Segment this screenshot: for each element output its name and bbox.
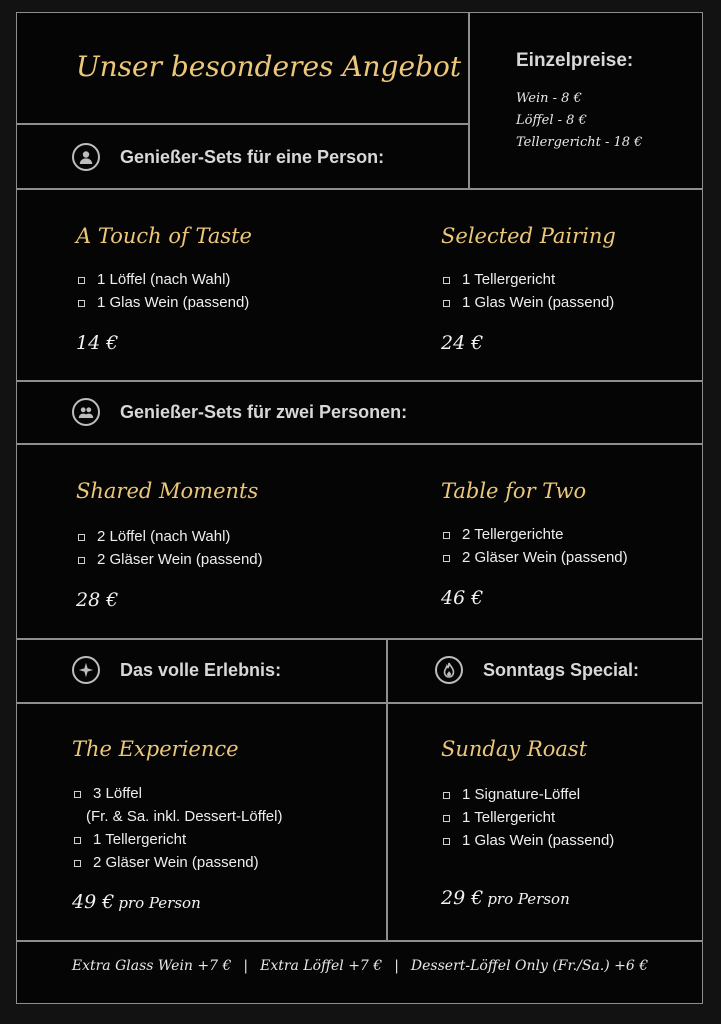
single-prices-heading: Einzelpreise: <box>516 50 634 71</box>
set-items <box>441 268 614 314</box>
set-price <box>441 587 483 609</box>
set-name: Selected Pairing <box>441 224 616 248</box>
section-header-one-person <box>72 143 384 171</box>
page-title: Unser besonderes Angebot <box>76 50 462 83</box>
divider <box>16 123 469 125</box>
set-name: Sunday Roast <box>441 737 588 761</box>
set-name: Shared Moments <box>76 479 259 503</box>
price-suffix: pro Person <box>487 890 570 908</box>
single-price-item: Wein - 8 € <box>516 91 582 106</box>
extra-item: Extra Löffel +7 € <box>260 958 383 974</box>
extra-item: Extra Glass Wein +7 € <box>71 958 232 974</box>
section-title: Das volle Erlebnis: <box>120 659 282 680</box>
section-header-full <box>72 656 281 684</box>
list-item: 1 Tellergericht <box>441 268 614 291</box>
separator: | <box>243 958 249 974</box>
price-value: 28 € <box>76 589 119 611</box>
divider <box>16 380 703 382</box>
set-name: Table for Two <box>441 479 587 503</box>
price-value: 46 € <box>441 587 484 609</box>
two-persons-icon <box>72 398 100 426</box>
set-price <box>441 332 483 354</box>
single-price-item: Tellergericht - 18 € <box>516 135 643 150</box>
list-item: 1 Glas Wein (passend) <box>441 291 614 314</box>
single-prices-list <box>516 88 642 154</box>
divider <box>16 443 703 445</box>
divider <box>468 12 470 189</box>
divider <box>16 940 703 942</box>
list-item: 2 Tellergerichte <box>441 523 628 546</box>
set-price <box>72 891 201 913</box>
divider <box>16 638 703 640</box>
set-name: A Touch of Taste <box>76 224 252 248</box>
flame-icon <box>435 656 463 684</box>
compass-star-icon <box>72 656 100 684</box>
list-item-continuation: (Fr. & Sa. inkl. Dessert-Löffel) <box>86 808 283 825</box>
set-price <box>441 887 570 909</box>
divider <box>386 638 388 941</box>
set-name: The Experience <box>72 737 239 761</box>
section-header-two-persons <box>72 398 407 426</box>
extras-footer <box>18 958 702 974</box>
separator: | <box>394 958 399 974</box>
list-item: 1 Glas Wein (passend) <box>76 291 249 314</box>
list-item: 1 Glas Wein (passend) <box>441 829 614 852</box>
set-items <box>72 782 282 874</box>
set-price <box>76 589 118 611</box>
divider <box>16 702 703 704</box>
list-item: 2 Gläser Wein (passend) <box>76 548 263 571</box>
set-items <box>441 523 628 569</box>
section-title: Genießer-Sets für zwei Personen: <box>120 401 408 422</box>
section-title: Genießer-Sets für eine Person: <box>120 146 385 167</box>
list-item: 2 Löffel (nach Wahl) <box>76 525 263 548</box>
price-value: 49 € <box>72 891 115 913</box>
list-item: 1 Signature-Löffel <box>441 783 614 806</box>
section-title: Sonntags Special: <box>483 659 640 680</box>
list-item: 1 Tellergericht <box>441 806 614 829</box>
set-items <box>76 268 249 314</box>
set-items <box>76 525 263 571</box>
set-price <box>76 332 118 354</box>
single-price-item: Löffel - 8 € <box>516 113 587 128</box>
list-item: 2 Gläser Wein (passend) <box>441 546 628 569</box>
price-value: 29 € <box>441 887 484 909</box>
extra-item: Dessert-Löffel Only (Fr./Sa.) +6 € <box>410 958 649 974</box>
section-header-sunday <box>435 656 639 684</box>
divider <box>16 188 703 190</box>
price-suffix: pro Person <box>118 894 201 912</box>
set-items <box>441 783 614 852</box>
price-value: 14 € <box>76 332 119 354</box>
list-item: 2 Gläser Wein (passend) <box>72 851 282 874</box>
person-icon <box>72 143 100 171</box>
price-value: 24 € <box>441 332 484 354</box>
list-item: 1 Löffel (nach Wahl) <box>76 268 249 291</box>
list-item: 1 Tellergericht <box>72 828 282 851</box>
list-item: 3 Löffel <box>72 782 282 805</box>
